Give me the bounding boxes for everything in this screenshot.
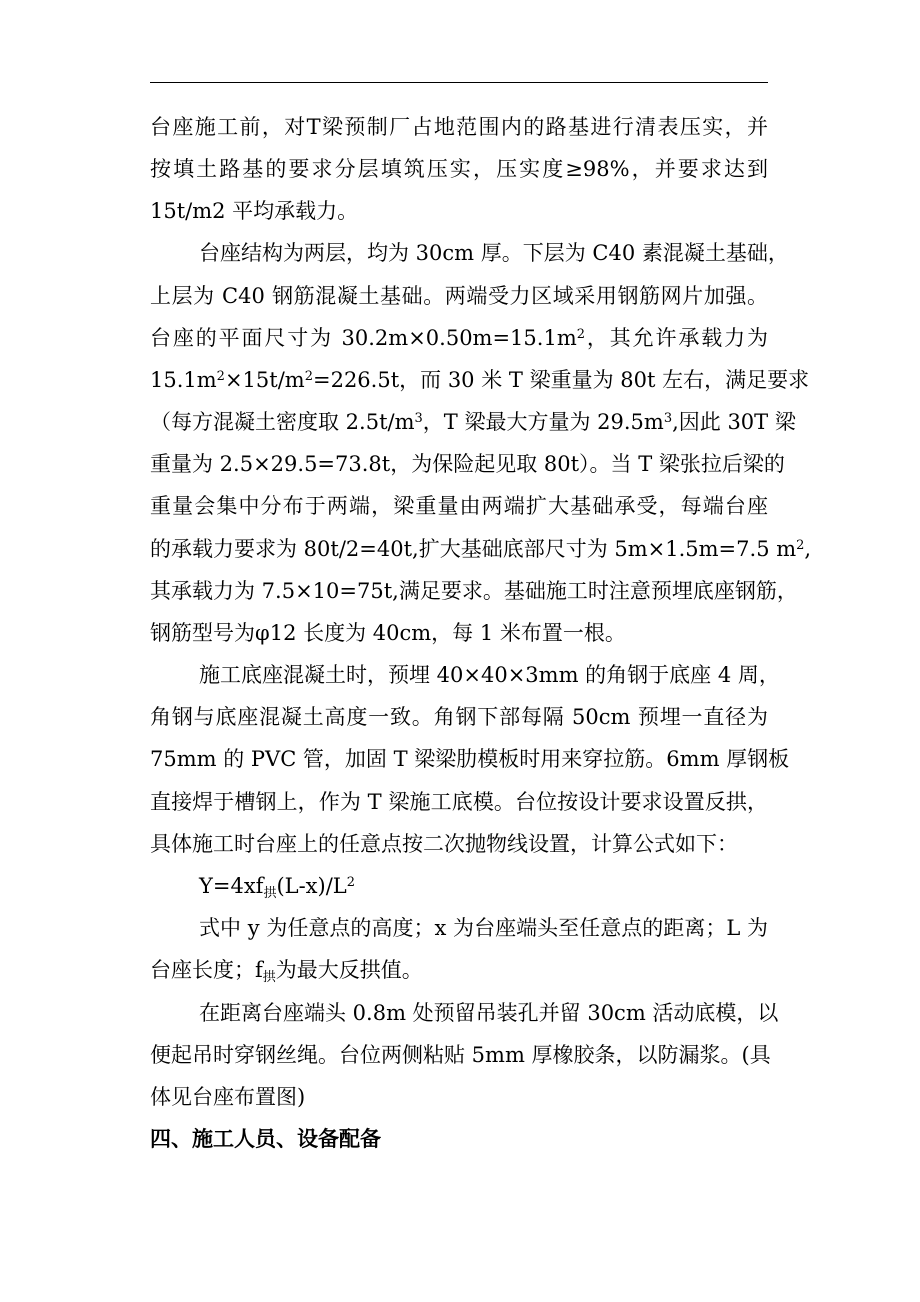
- subscript: 拱: [262, 970, 276, 985]
- superscript: 2: [796, 538, 805, 553]
- text-run: ，T 梁最大方量为 29.5m: [422, 410, 664, 434]
- header-rule: [150, 82, 768, 83]
- superscript: 2: [346, 875, 356, 890]
- paragraph-line: 便起吊时穿钢丝绳。台位两侧粘贴 5mm 厚橡胶条，以防漏浆。(具: [150, 1043, 771, 1067]
- paragraph-line: 施工底座混凝土时，预埋 40×40×3mm 的角钢于底座 4 周，: [199, 663, 780, 687]
- paragraph-line: 重量为 2.5×29.5=73.8t，为保险起见取 80t）。当 T 梁张拉后梁的: [150, 452, 785, 476]
- paragraph-line: 重量会集中分布于两端，梁重量由两端扩大基础承受，每端台座: [150, 494, 768, 518]
- formula-text: (L-x)/L: [276, 874, 347, 898]
- paragraph-line: 在距离台座端头 0.8m 处预留吊装孔并留 30cm 活动底模，以: [199, 1001, 779, 1025]
- paragraph-line: 式中 y 为任意点的高度；x 为台座端头至任意点的距离；L 为: [199, 916, 768, 940]
- paragraph-line: 上层为 C40 钢筋混凝土基础。两端受力区域采用钢筋网片加强。: [150, 284, 768, 308]
- text-run: 台座长度；f: [150, 958, 263, 982]
- paragraph-line: 钢筋型号为φ12 长度为 40cm，每 1 米布置一根。: [150, 621, 626, 645]
- paragraph-line: 具体施工时台座上的任意点按二次抛物线设置，计算公式如下：: [150, 832, 738, 856]
- subscript: 拱: [263, 886, 277, 901]
- superscript: 3: [663, 411, 673, 426]
- text-run: ×15t/m: [224, 368, 305, 392]
- paragraph-line: 角钢与底座混凝土高度一致。角钢下部每隔 50cm 预埋一直径为: [150, 705, 768, 729]
- superscript: 2: [576, 327, 586, 342]
- paragraph-line: 台座结构为两层，均为 30cm 厚。下层为 C40 素混凝土基础，: [199, 241, 789, 265]
- superscript: 3: [414, 411, 423, 426]
- text-run: ，其允许承载力为: [585, 326, 768, 350]
- text-run: 台座的平面尺寸为 30.2m×0.50m=15.1m: [150, 326, 577, 350]
- paragraph-line: 直接焊于槽钢上，作为 T 梁施工底模。台位按设计要求设置反拱，: [150, 790, 768, 814]
- text-run: 15.1m: [150, 368, 217, 392]
- text-run: =226.5t，而 30 米 T 梁重量为 80t 左右，满足要求: [312, 368, 810, 392]
- text-run: 为最大反拱值。: [275, 958, 423, 982]
- paragraph-line: [150, 325, 768, 351]
- paragraph-line: 15t/m2 平均承载力。: [150, 199, 359, 223]
- paragraph-line: [150, 957, 423, 983]
- text-run: 的承载力要求为 80t/2=40t,扩大基础底部尺寸为 5m×1.5m=7.5 m: [150, 537, 797, 561]
- formula: [199, 873, 355, 899]
- paragraph-line: [150, 409, 796, 435]
- superscript: 2: [304, 369, 313, 384]
- paragraph-line: 体见台座布置图): [150, 1085, 306, 1109]
- paragraph-line: 台座施工前，对T梁预制厂占地范围内的路基进行清表压实，并: [150, 115, 768, 139]
- section-heading: 四、施工人员、设备配备: [150, 1127, 381, 1151]
- text-run: （每方混凝土密度取 2.5t/m: [150, 410, 415, 434]
- text-run: ,: [804, 537, 812, 561]
- formula-text: Y=4xf: [199, 874, 264, 898]
- paragraph-line: [150, 536, 812, 562]
- paragraph-line: 75mm 的 PVC 管，加固 T 梁梁肋模板时用来穿拉筋。6mm 厚钢板: [150, 747, 790, 771]
- paragraph-line: 其承载力为 7.5×10=75t,满足要求。基础施工时注意预埋底座钢筋，: [150, 579, 798, 603]
- text-run: ,因此 30T 梁: [672, 410, 796, 434]
- superscript: 2: [216, 369, 225, 384]
- paragraph-line: 按填土路基的要求分层填筑压实，压实度≥98%，并要求达到: [150, 157, 768, 181]
- paragraph-line: [150, 367, 810, 393]
